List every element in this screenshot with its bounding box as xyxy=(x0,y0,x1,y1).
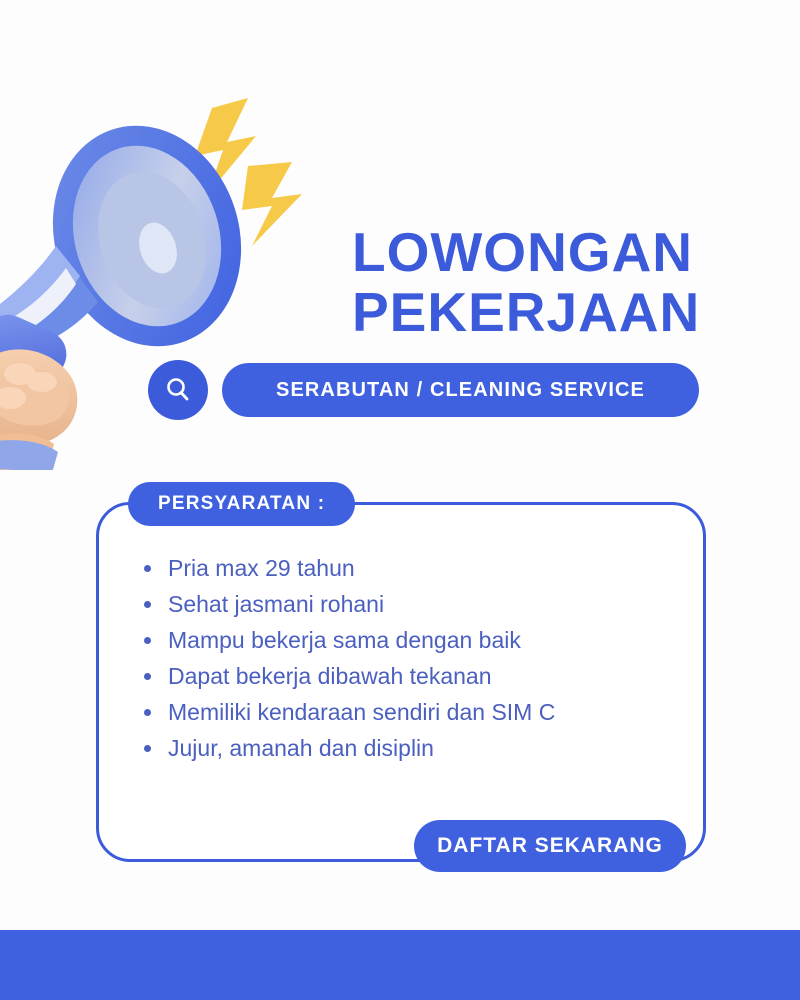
title-line-1: LOWONGAN xyxy=(352,221,694,283)
register-now-button[interactable]: DAFTAR SEKARANG xyxy=(414,820,686,872)
list-item: Pria max 29 tahun xyxy=(140,550,680,586)
role-row xyxy=(148,360,699,420)
search-icon-badge xyxy=(148,360,208,420)
page-title xyxy=(352,222,782,342)
title-line-2: PEKERJAAN xyxy=(352,281,701,343)
list-item: Mampu bekerja sama dengan baik xyxy=(140,622,680,658)
list-item: Sehat jasmani rohani xyxy=(140,586,680,622)
list-item: Memiliki kendaraan sendiri dan SIM C xyxy=(140,694,680,730)
role-pill: SERABUTAN / CLEANING SERVICE xyxy=(222,363,699,417)
bottom-bar xyxy=(0,930,800,1000)
list-item: Dapat bekerja dibawah tekanan xyxy=(140,658,680,694)
requirements-list xyxy=(140,550,680,766)
search-icon xyxy=(163,375,193,405)
list-item: Jujur, amanah dan disiplin xyxy=(140,730,680,766)
requirements-label: PERSYARATAN : xyxy=(128,482,355,526)
